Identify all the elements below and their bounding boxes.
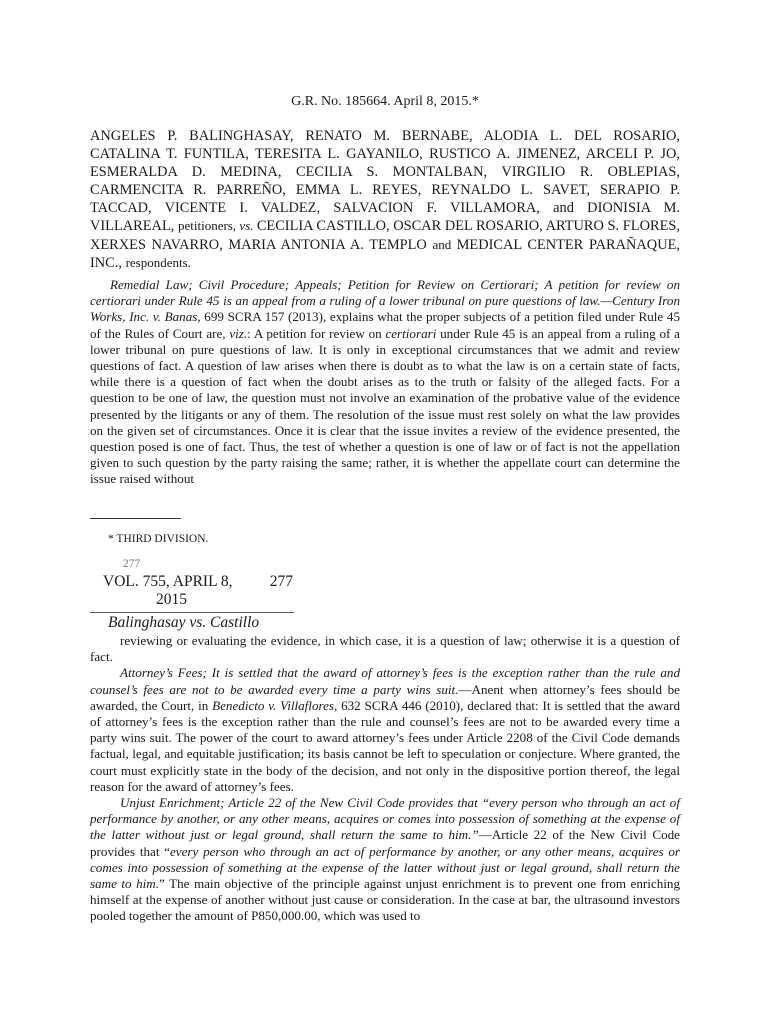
syllabus-paragraph-remedial-law	[90, 277, 680, 488]
party-run: CECILIA CASTILLO, OSCAR DEL ROSARIO, ARTURO S. FLORES, XERXES NAVARRO, MARIA ANTONIA A. TEMPLO	[90, 218, 680, 253]
footnote-third-division: * THIRD DIVISION.	[108, 533, 209, 545]
party-run: and	[432, 236, 457, 252]
party-run: ANGELES P. BALINGHASAY, RENATO M. BERNABE, ALODIA L. DEL ROSARIO, CATALINA T. FUNTILA, TERESITA L. GAYANILO, RUSTICO A. JIMENEZ, ARCELI P. JO, ESMERALDA D. MEDINA, CECILIA S. MONTALBAN, VIRGILIO R. OBLEPIAS, CARMENCITA R. PARREÑO, EMMA L. REYES, REYNALDO L. SAVET, SERAPIO P. TACCAD, VICENTE I. VALDEZ, SALVACION F. VILLAMORA, and DIONISIA M. VILLAREAL,	[90, 128, 680, 235]
syllabus1-run: viz.	[229, 325, 248, 341]
party-run: petitioners,	[177, 218, 240, 234]
footnote-separator	[90, 518, 181, 519]
syllabus3-run: Unjust Enrichment; Article 22 of the New Civil Code provides that “every person who through an act of performance by another, or any other means, acquires or comes into possession of something at the expense of the latter without just or legal ground, shall return the same to him.”	[90, 795, 680, 843]
syllabus3-run: ” The main objective of the principle against unjust enrichment is to prevent one from enriching himself at the expense of another without just cause or consideration. In the case at bar, the ultrasound investors pooled together the amount of P850,000.00, which was used to	[90, 876, 680, 924]
running-head-separator	[90, 612, 294, 613]
syllabus1-run: certiorari	[385, 325, 437, 341]
volume-header	[103, 573, 293, 609]
syllabus3-run: —Article 22 of the New Civil Code provides that “	[90, 827, 680, 859]
party-run: MEDICAL CENTER PARAÑAQUE, INC.,	[90, 236, 680, 271]
page-number: 277	[269, 573, 293, 590]
party-run: respondents.	[125, 254, 191, 270]
syllabus1-run: , 699 SCRA 157 (2013), explains what the proper subjects of a petition filed under Rule 45 of the Rules of Court are,	[90, 309, 680, 341]
syllabus-continuation	[90, 633, 680, 925]
syllabus1-run: Century Iron Works, Inc. v. Banas	[90, 293, 680, 325]
parties-caption	[90, 127, 680, 272]
running-head: Balinghasay vs. Castillo	[108, 614, 260, 631]
syllabus1-run: : A petition for review on	[247, 325, 386, 341]
syllabus3-run: every person who through an act of performance by another, or any other means, acquires or comes into possession of something at the expense of the latter without just or legal ground, shall return the same to him.	[90, 843, 680, 892]
syllabus2-run: —Anent when attorney’s fees should be awarded, the Court, in	[90, 681, 680, 713]
syllabus-paragraph-attorneys-fees	[90, 665, 680, 795]
syllabus2-run: Benedicto v. Villaflores	[212, 697, 335, 713]
syllabus2-run: Attorney’s Fees; It is settled that the award of attorney’s fees is the exception rather than the rule and counsel’s fees are not to be awarded every time a party wins suit.	[90, 665, 680, 697]
volume-year: 2015	[156, 591, 187, 608]
syllabus2-run: , 632 SCRA 446 (2010), declared that: It is settled that the award of attorney’s fees is the exception rather than the rule and counsel’s fees are not to be awarded every time a party wins suit. The power of the court to award attorney’s fees under Article 2208 of the Civil Code demands factual, legal, and equitable justification; its basis cannot be left to speculation or conjecture. Where granted, the court must explicitly state in the body of the decision, and not only in the dispositive portion thereof, the legal reason for the award of attorney’s fees.	[90, 697, 680, 794]
page-number-small: 277	[123, 558, 141, 570]
syllabus-paragraph-unjust-enrichment	[90, 795, 680, 925]
continued-paragraph: reviewing or evaluating the evidence, in which case, it is a question of law; otherwise it is a question of fact.	[90, 633, 680, 665]
party-run: vs.	[239, 218, 257, 234]
syllabus1-run: Remedial Law; Civil Procedure; Appeals; Petition for Review on Certiorari; A petition for review on certiorari under Rule 45 is an appeal from a ruling of a lower tribunal on pure questions of law.—	[90, 277, 680, 309]
syllabus1-run: under Rule 45 is an appeal from a ruling of a lower tribunal on pure questions of law. It is only in exceptional circumstances that we admit and review questions of fact. A question of law arises when there is doubt as to what the law is on a certain state of facts, while there is a question of fact when the doubt arises as to the truth or falsity of the alleged facts. For a question to be one of law, the question must not involve an examination of the probative value of the evidence presented by the litigants or any of them. The resolution of the issue must rest solely on what the law provides on the given set of circumstances. Once it is clear that the issue invites a review of the evidence presented, the question posed is one of fact. Thus, the test of whether a question is one of law or of fact is not the appellation given to such question by the party raising the same; rather, it is whether the appellate court can determine the issue raised without	[90, 325, 680, 487]
case-header: G.R. No. 185664. April 8, 2015.*	[291, 94, 479, 109]
volume-label: VOL. 755, APRIL 8,	[103, 573, 233, 590]
